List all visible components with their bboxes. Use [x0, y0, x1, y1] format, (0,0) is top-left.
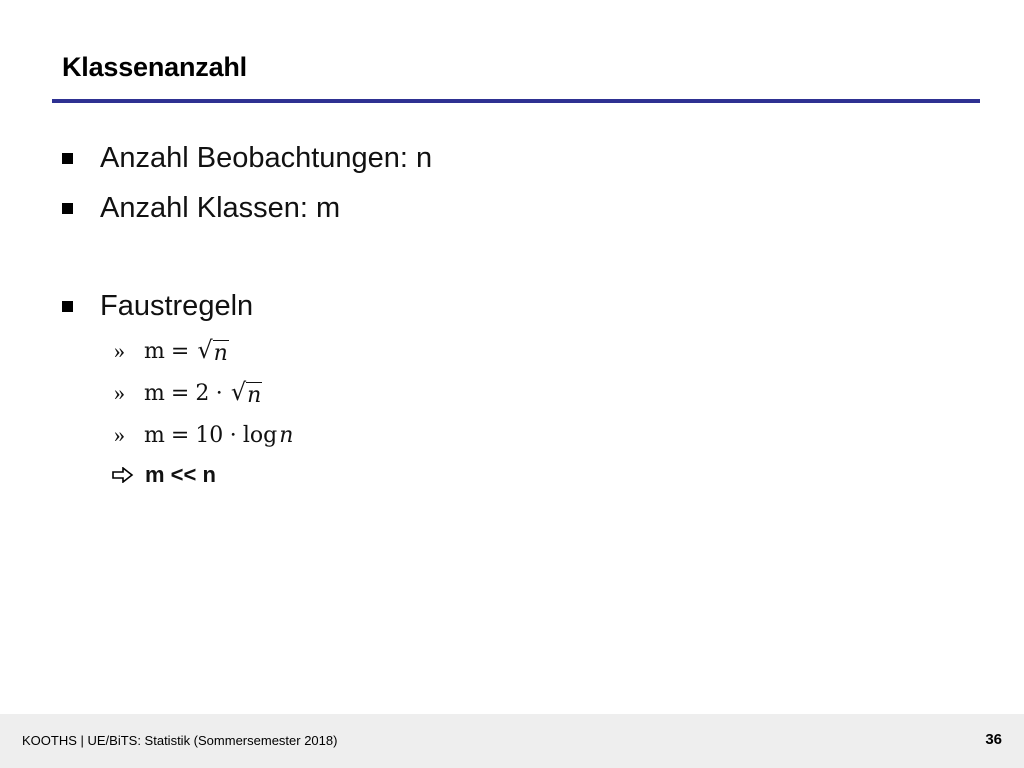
page-number: 36	[985, 731, 1002, 748]
square-bullet-icon	[62, 301, 73, 312]
rule-marker: »	[114, 422, 125, 447]
formula-coefficient: 2	[195, 381, 210, 406]
bullet-text: Anzahl Klassen: m	[100, 192, 341, 224]
conclusion	[112, 462, 216, 488]
conclusion-text: m << n	[145, 462, 216, 487]
bullet-text: Anzahl Beobachtungen: n	[100, 142, 433, 174]
formula	[144, 380, 262, 408]
formula-lhs: m	[144, 339, 165, 364]
formula-argument: n	[279, 423, 294, 448]
formula-lhs: m	[144, 381, 165, 406]
formula-dot: ⋅	[229, 423, 237, 448]
formula-equals: =	[170, 339, 190, 364]
rule-sqrt	[114, 338, 229, 366]
sqrt-argument: n	[247, 383, 262, 408]
sqrt-expression	[231, 380, 262, 408]
rule-marker: »	[114, 380, 125, 405]
sqrt-expression	[197, 338, 228, 366]
square-bullet-icon	[62, 203, 73, 214]
formula-dot: ⋅	[215, 381, 223, 406]
formula-equals: =	[170, 381, 190, 406]
radical-sign: √	[197, 336, 213, 364]
formula	[144, 338, 229, 366]
footer-text: KOOTHS | UE/BiTS: Statistik (Sommersemester 2018)	[22, 733, 338, 748]
rule-marker: »	[114, 338, 125, 363]
radical-sign: √	[230, 378, 247, 406]
formula-lhs: m	[144, 423, 165, 448]
formula-function: log	[242, 423, 278, 448]
rule-two-sqrt	[114, 380, 262, 408]
title-divider	[52, 99, 980, 103]
rule-log	[114, 422, 293, 448]
bullet-classes	[62, 192, 340, 225]
bullet-observations	[62, 142, 432, 175]
square-bullet-icon	[62, 153, 73, 164]
formula	[144, 423, 293, 448]
formula-coefficient: 10	[195, 423, 224, 448]
bullet-rules-of-thumb	[62, 290, 253, 323]
formula-equals: =	[170, 423, 190, 448]
hollow-arrow-icon	[112, 467, 134, 483]
bullet-text: Faustregeln	[100, 290, 254, 322]
sqrt-argument: n	[213, 341, 228, 366]
slide-title: Klassenanzahl	[62, 52, 247, 82]
